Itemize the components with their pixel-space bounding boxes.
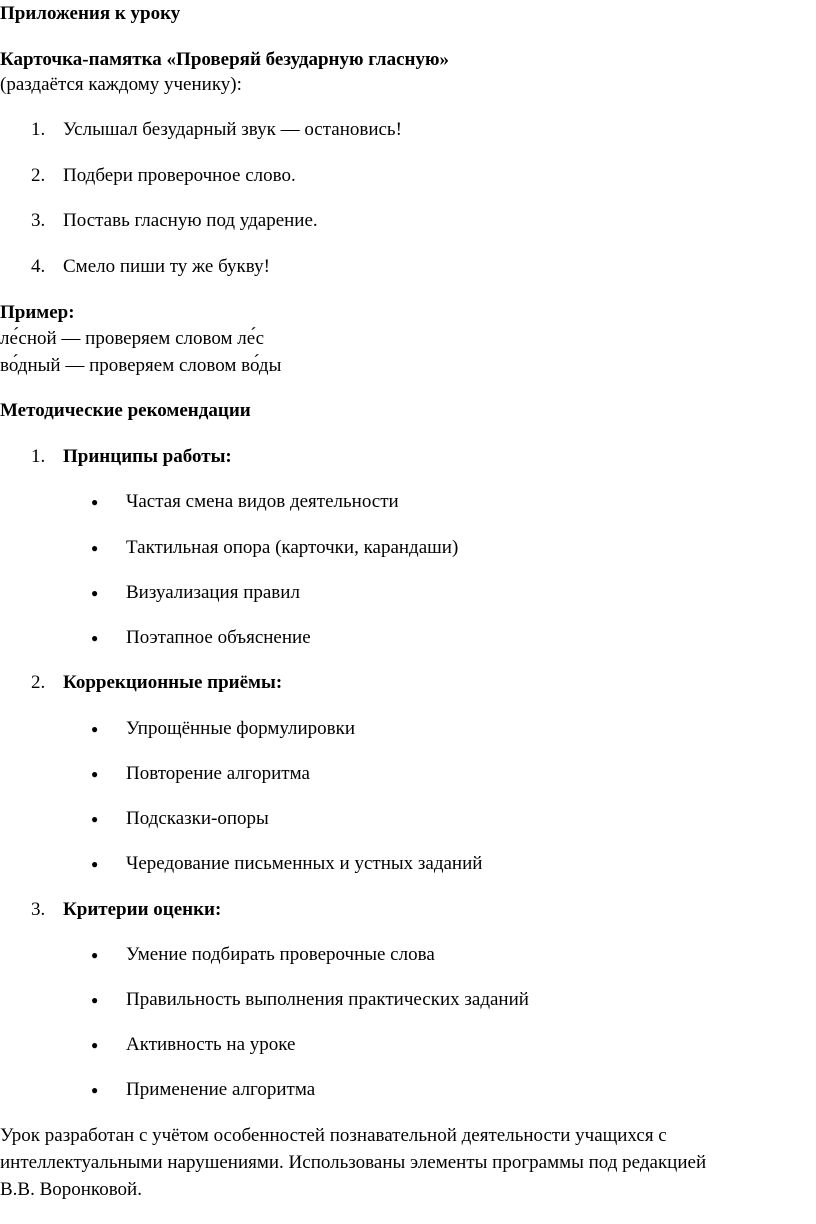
section-number: 2. — [31, 672, 46, 693]
list-item-text: Правильность выполнения практических заданий — [126, 989, 529, 1010]
section-item — [0, 672, 816, 694]
step-text: Поставь гласную под ударение. — [63, 210, 318, 231]
list-item-text: Чередование письменных и устных заданий — [126, 853, 483, 874]
bullet-icon: ● — [91, 541, 99, 555]
step-text: Услышал безударный звук — остановись! — [63, 119, 402, 140]
methods-heading: Методические рекомендации — [0, 400, 251, 421]
bullet-icon: ● — [91, 722, 99, 736]
card-heading: Карточка-памятка «Проверяй безударную гласную» — [0, 49, 449, 70]
list-item-text: Подсказки-опоры — [126, 808, 269, 829]
bullet-icon: ● — [91, 993, 99, 1007]
list-item-text: Частая смена видов деятельности — [126, 491, 399, 512]
list-item — [0, 1079, 816, 1101]
section-title: Принципы работы: — [63, 446, 232, 467]
step-number: 2. — [31, 165, 46, 186]
step-number: 3. — [31, 210, 46, 231]
list-item — [0, 627, 816, 649]
section-item — [0, 899, 816, 921]
list-item-text: Умение подбирать проверочные слова — [126, 944, 435, 965]
card-subheading: (раздаётся каждому ученику): — [0, 74, 242, 95]
list-item-text: Упрощённые формулировки — [126, 718, 356, 739]
step-item — [0, 210, 816, 232]
list-item — [0, 989, 816, 1011]
list-item-text: Поэтапное объяснение — [126, 627, 311, 648]
bullet-icon: ● — [91, 631, 99, 645]
bullet-icon: ● — [91, 495, 99, 509]
step-text: Подбери проверочное слово. — [63, 165, 296, 186]
bullet-icon: ● — [91, 586, 99, 600]
list-item-text: Повторение алгоритма — [126, 763, 310, 784]
list-item — [0, 718, 816, 740]
example-line: ле́сной — проверяем словом ле́с — [0, 328, 265, 349]
section-title: Критерии оценки: — [63, 899, 222, 920]
step-item — [0, 119, 816, 141]
bullet-icon: ● — [91, 767, 99, 781]
bullet-icon: ● — [91, 812, 99, 826]
list-item — [0, 763, 816, 785]
bullet-icon: ● — [91, 857, 99, 871]
list-item-text: Визуализация правил — [126, 582, 300, 603]
example-line: во́дный — проверяем словом во́ды — [0, 355, 282, 376]
section-number: 3. — [31, 899, 46, 920]
step-number: 1. — [31, 119, 46, 140]
list-item-text: Применение алгоритма — [126, 1079, 316, 1100]
list-item — [0, 944, 816, 966]
list-item — [0, 1034, 816, 1056]
bullet-icon: ● — [91, 948, 99, 962]
page-title: Приложения к уроку — [0, 3, 181, 24]
step-item — [0, 165, 816, 187]
list-item — [0, 491, 816, 513]
step-text: Смело пиши ту же букву! — [63, 256, 270, 277]
bullet-icon: ● — [91, 1038, 99, 1052]
list-item — [0, 582, 816, 604]
list-item-text: Тактильная опора (карточки, карандаши) — [126, 537, 459, 558]
list-item-text: Активность на уроке — [126, 1034, 296, 1055]
section-number: 1. — [31, 446, 46, 467]
footer-line: Урок разработан с учётом особенностей познавательной деятельности учащихся с — [0, 1125, 667, 1146]
list-item — [0, 537, 816, 559]
list-item — [0, 808, 816, 830]
section-title: Коррекционные приёмы: — [63, 672, 283, 693]
example-heading: Пример: — [0, 302, 75, 323]
footer-line: интеллектуальными нарушениями. Использованы элементы программы под редакцией — [0, 1152, 707, 1173]
section-item — [0, 446, 816, 468]
bullet-icon: ● — [91, 1083, 99, 1097]
step-item — [0, 256, 816, 278]
list-item — [0, 853, 816, 875]
step-number: 4. — [31, 256, 46, 277]
footer-line: В.В. Воронковой. — [0, 1179, 142, 1200]
